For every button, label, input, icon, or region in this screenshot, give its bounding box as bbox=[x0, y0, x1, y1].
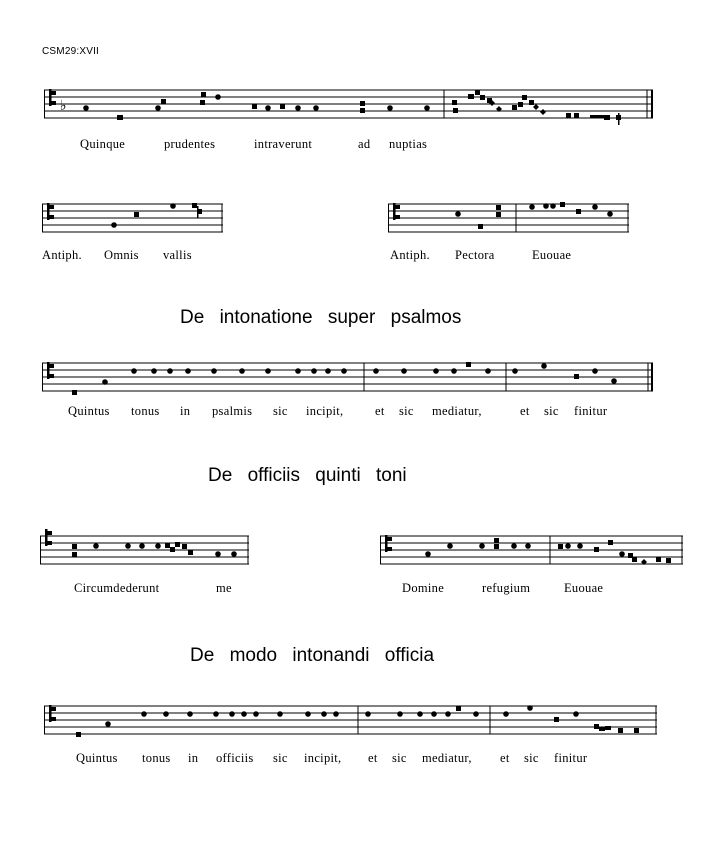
lyric: prudentes bbox=[164, 137, 216, 151]
section-title: De intonatione super psalmos bbox=[180, 307, 462, 328]
staff-system-6 bbox=[380, 532, 686, 576]
lyric: incipit, bbox=[304, 751, 342, 765]
lyric: Quintus bbox=[68, 404, 110, 418]
lyric: Euouae bbox=[532, 248, 572, 262]
lyric: refugium bbox=[482, 581, 531, 595]
lyric: Omnis bbox=[104, 248, 139, 262]
lyric: mediatur, bbox=[422, 751, 472, 765]
lyric: incipit, bbox=[306, 404, 344, 418]
lyric: tonus bbox=[131, 404, 160, 418]
staff-system-7 bbox=[44, 702, 660, 746]
lyric: Euouae bbox=[564, 581, 604, 595]
lyric: Antiph. bbox=[42, 248, 82, 262]
lyric: officiis bbox=[216, 751, 254, 765]
lyric: in bbox=[188, 751, 199, 765]
lyric: finitur bbox=[554, 751, 588, 765]
staff-system-5 bbox=[40, 532, 252, 572]
lyric: sic bbox=[544, 404, 559, 418]
lyric: sic bbox=[392, 751, 407, 765]
lyric: Quinque bbox=[80, 137, 126, 151]
lyric: intraverunt bbox=[254, 137, 313, 151]
staff-system-4 bbox=[42, 359, 656, 397]
lyric: Antiph. bbox=[390, 248, 430, 262]
lyric: psalmis bbox=[212, 404, 253, 418]
c-clef-icon bbox=[45, 529, 52, 546]
lyric: nuptias bbox=[389, 137, 428, 151]
lyric: Circumdederunt bbox=[74, 581, 160, 595]
lyric: et bbox=[375, 404, 385, 418]
lyric: et bbox=[500, 751, 510, 765]
staff-system-2 bbox=[42, 200, 226, 240]
lyric: vallis bbox=[163, 248, 192, 262]
staff-system-1 bbox=[44, 86, 656, 130]
lyric: et bbox=[368, 751, 378, 765]
lyric: sic bbox=[399, 404, 414, 418]
lyric: et bbox=[520, 404, 530, 418]
lyric: in bbox=[180, 404, 191, 418]
lyric: Quintus bbox=[76, 751, 118, 765]
lyric: sic bbox=[273, 404, 288, 418]
lyric: finitur bbox=[574, 404, 608, 418]
lyric: ad bbox=[358, 137, 371, 151]
lyric: sic bbox=[524, 751, 539, 765]
staff-system-3 bbox=[388, 200, 632, 240]
lyric: Domine bbox=[402, 581, 445, 595]
lyric: sic bbox=[273, 751, 288, 765]
flat-icon: ♭ bbox=[60, 98, 67, 114]
document-reference: CSM29:XVII bbox=[42, 46, 100, 57]
lyric: Pectora bbox=[455, 248, 495, 262]
section-title: De officiis quinti toni bbox=[208, 465, 407, 486]
lyric: me bbox=[216, 581, 232, 595]
section-title: De modo intonandi officia bbox=[190, 645, 435, 666]
lyric: tonus bbox=[142, 751, 171, 765]
lyric: mediatur, bbox=[432, 404, 482, 418]
